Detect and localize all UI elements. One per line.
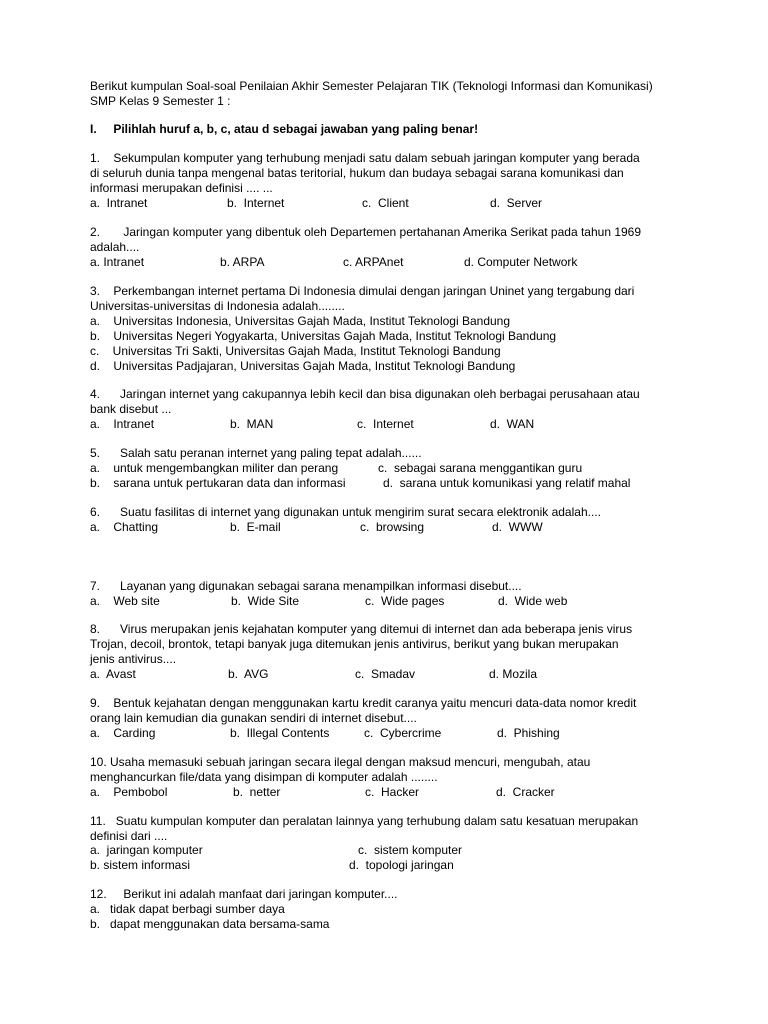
options-row (90, 461, 583, 476)
option: d. WWW (492, 520, 543, 534)
question-stem: 10. Usaha memasuki sebuah jaringan secara ilegal dengan maksud mencuri, mengubah, atau (90, 755, 591, 769)
option: d. Server (490, 196, 543, 210)
option: c. Wide pages (365, 594, 445, 608)
option: c. sistem komputer (358, 843, 463, 857)
option: a. Intranet (90, 196, 148, 210)
option: a. Carding (90, 726, 156, 740)
question-stem: 11. Suatu kumpulan komputer dan peralatan lainnya yang terhubung dalam satu kesatuan merupakan (90, 814, 639, 828)
option: a. jaringan komputer (90, 843, 203, 857)
option: b. sarana untuk pertukaran data dan informasi (90, 476, 346, 490)
question-stem: 3. Perkembangan internet pertama Di Indonesia dimulai dengan jaringan Uninet yang tergabung dari (90, 284, 635, 298)
option: d. Computer Network (464, 255, 578, 269)
options-row (90, 196, 543, 211)
question-stem: 12. Berikut ini adalah manfaat dari jaringan komputer.... (90, 887, 398, 901)
option: d. Wide web (498, 594, 568, 608)
options-row (90, 667, 538, 682)
options-row (90, 785, 555, 800)
intro-line: SMP Kelas 9 Semester 1 : (90, 94, 231, 108)
question-stem: di seluruh dunia tanpa mengenal batas teritorial, hukum dan budaya sebagai sarana komunikasi dan (90, 166, 624, 180)
intro-line: Berikut kumpulan Soal-soal Penilaian Akhir Semester Pelajaran TIK (Teknologi Informasi dan Komunikasi) (90, 79, 653, 93)
question-stem: 4. Jaringan internet yang cakupannya lebih kecil dan bisa digunakan oleh berbagai perusahaan atau (90, 387, 640, 401)
option: b. E-mail (230, 520, 281, 534)
option: c. Cybercrime (364, 726, 442, 740)
option: a. Universitas Indonesia, Universitas Gajah Mada, Institut Teknologi Bandung (90, 314, 511, 328)
question-stem: menghancurkan file/data yang disimpan di komputer adalah ........ (90, 770, 438, 784)
options-row (90, 255, 578, 270)
question-stem: bank disebut ... (90, 402, 172, 416)
option: c. browsing (360, 520, 425, 534)
question-stem: 1. Sekumpulan komputer yang terhubung menjadi satu dalam sebuah jaringan komputer yang berada (90, 151, 640, 165)
option: c. Universitas Tri Sakti, Universitas Gajah Mada, Institut Teknologi Bandung (90, 344, 501, 358)
option: a. Intranet (90, 255, 145, 269)
question-stem: jenis antivirus.... (90, 652, 177, 666)
options-row (90, 417, 535, 432)
question-stem: Universitas-universitas di Indonesia adalah........ (90, 299, 345, 313)
question-stem: 5. Salah satu peranan internet yang paling tepat adalah...... (90, 446, 422, 460)
question-stem: informasi merupakan definisi .... ... (90, 181, 273, 195)
option: c. Smadav (355, 667, 416, 681)
option: c. Client (362, 196, 409, 210)
question-stem: orang lain kemudian dia gunakan sendiri di internet disebut.... (90, 711, 417, 725)
option: b. Internet (227, 196, 285, 210)
option: a. Web site (90, 594, 160, 608)
question-stem: 2. Jaringan komputer yang dibentuk oleh Departemen pertahanan Amerika Serikat pada tahun 1969 (90, 225, 642, 239)
question-stem: definisi dari .... (90, 829, 168, 843)
option: c. Hacker (365, 785, 420, 799)
question-stem: 6. Suatu fasilitas di internet yang digunakan untuk mengirim surat secara elektronik adalah.... (90, 505, 601, 519)
option: b. Illegal Contents (230, 726, 330, 740)
option: b. sistem informasi (90, 858, 191, 872)
question-stem: 8. Virus merupakan jenis kejahatan komputer yang ditemui di internet dan ada beberapa jenis virus (90, 622, 633, 636)
option: a. untuk mengembangkan militer dan perang (90, 461, 339, 475)
option: b. Universitas Negeri Yogyakarta, Universitas Gajah Mada, Institut Teknologi Bandung (90, 329, 557, 343)
options-row (90, 594, 568, 609)
option: c. ARPAnet (343, 255, 404, 269)
option: a. Avast (90, 667, 136, 681)
option: a. Pembobol (90, 785, 168, 799)
option: a. tidak dapat berbagi sumber daya (90, 902, 285, 916)
option: d. Phishing (497, 726, 560, 740)
option: b. AVG (228, 667, 269, 681)
option: a. Intranet (90, 417, 155, 431)
option: d. Cracker (496, 785, 555, 799)
question-stem: Trojan, decoil, brontok, tetapi banyak juga ditemukan jenis antivirus, berikut yang bukan merupakan (90, 637, 619, 651)
options-row (90, 520, 543, 535)
option: b. MAN (230, 417, 274, 431)
question-stem: 9. Bentuk kejahatan dengan menggunakan kartu kredit caranya yaitu mencuri data-data nomor kredit (90, 696, 637, 710)
section-heading: I. Pilihlah huruf a, b, c, atau d sebagai jawaban yang paling benar! (90, 122, 479, 136)
option: d. topologi jaringan (349, 858, 454, 872)
option: d. Universitas Padjajaran, Universitas Gajah Mada, Institut Teknologi Bandung (90, 359, 516, 373)
option: c. Internet (357, 417, 414, 431)
options-row (90, 726, 560, 741)
option: d. WAN (490, 417, 535, 431)
options-row (90, 843, 463, 858)
question-stem: 7. Layanan yang digunakan sebagai sarana menampilkan informasi disebut.... (90, 579, 522, 593)
options-row (90, 858, 454, 873)
option: b. Wide Site (231, 594, 300, 608)
option: b. dapat menggunakan data bersama-sama (90, 917, 330, 931)
option: d. Mozila (489, 667, 538, 681)
option: d. sarana untuk komunikasi yang relatif mahal (383, 476, 631, 490)
option: a. Chatting (90, 520, 159, 534)
options-row (90, 476, 631, 491)
option: c. sebagai sarana menggantikan guru (378, 461, 583, 475)
option: b. netter (233, 785, 281, 799)
question-stem: adalah.... (90, 240, 140, 254)
option: b. ARPA (220, 255, 265, 269)
